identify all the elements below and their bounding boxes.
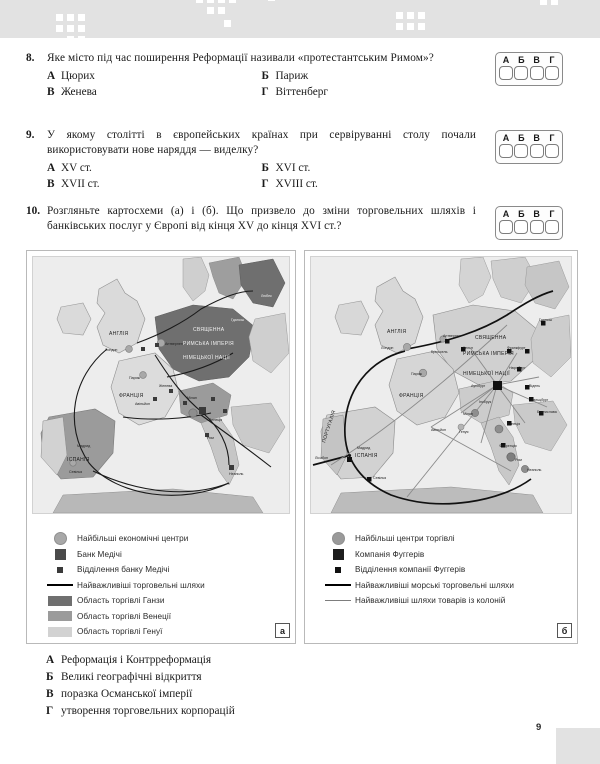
svg-text:Венеція: Венеція <box>209 418 223 422</box>
answer-letter-v: В <box>533 209 540 219</box>
option-text: XV ст. <box>61 162 92 175</box>
option-text: Великі географічні відкриття <box>61 671 202 684</box>
legend-row <box>321 547 567 563</box>
legend-row <box>43 547 285 563</box>
question-10-options <box>46 652 446 721</box>
question-8-text: Яке місто під час поширення Реформації називали «протестантським Римом»? <box>47 52 434 64</box>
option-letter: Б <box>46 671 54 684</box>
answer-cell-g[interactable] <box>545 220 559 234</box>
question-9-option-a[interactable] <box>47 160 262 176</box>
svg-text:Рим: Рим <box>207 436 214 440</box>
question-9-heading <box>26 128 476 158</box>
map-a-graphic <box>33 257 289 513</box>
answer-box-question-9[interactable] <box>495 130 563 164</box>
map-figure-b <box>310 256 572 514</box>
legend-label: Найбільші економічні центри <box>77 534 189 544</box>
option-text: Віттенберг <box>275 86 329 99</box>
legend-square-small-icon <box>321 567 355 573</box>
svg-text:Мадрид: Мадрид <box>77 444 91 448</box>
legend-row <box>43 531 285 547</box>
option-text: XVII ст. <box>61 178 100 191</box>
question-9-options <box>47 160 476 192</box>
legend-swatch-venice-icon <box>43 611 77 621</box>
legend-row <box>321 578 567 594</box>
svg-text:ІСПАНІЯ: ІСПАНІЯ <box>67 457 90 463</box>
legend-row <box>43 593 285 609</box>
answer-letter-g: Г <box>549 133 555 143</box>
question-8-option-v[interactable] <box>47 84 262 100</box>
question-10 <box>26 204 476 234</box>
answer-letter-g: Г <box>549 209 555 219</box>
svg-text:Париж: Париж <box>411 372 422 376</box>
question-9-text: У якому столітті в європейських країнах при сервіруванні столу почали використовувати нове наряддя — виделку? <box>47 129 476 157</box>
answer-box-letters <box>499 55 559 66</box>
legend-square-small-icon <box>43 567 77 573</box>
svg-text:Неаполь: Неаполь <box>527 468 542 472</box>
option-letter: Б <box>261 70 269 83</box>
answer-box-cells <box>499 66 559 80</box>
option-letter: В <box>46 688 54 701</box>
answer-box-letters <box>499 133 559 144</box>
answer-cell-b[interactable] <box>514 220 528 234</box>
svg-text:Неаполь: Неаполь <box>229 472 244 476</box>
answer-letter-a: А <box>502 55 510 65</box>
page-number: 9 <box>536 722 542 733</box>
svg-text:Париж: Париж <box>129 376 140 380</box>
option-text: утворення торговельних корпорацій <box>61 705 235 718</box>
answer-letter-a: А <box>502 133 510 143</box>
svg-text:Брюссель: Брюссель <box>431 350 448 354</box>
map-panel-a <box>26 250 296 644</box>
svg-text:Антверпен: Антверпен <box>443 334 461 338</box>
map-b-graphic <box>311 257 571 513</box>
svg-text:СВЯЩЕННА: СВЯЩЕННА <box>193 327 225 333</box>
option-letter: А <box>47 162 56 175</box>
question-8-heading <box>26 51 476 66</box>
svg-text:РИМСЬКА ІМПЕРІЯ: РИМСЬКА ІМПЕРІЯ <box>183 341 234 347</box>
question-10-option-g[interactable] <box>46 703 446 720</box>
svg-text:Венеція: Венеція <box>507 422 521 426</box>
svg-text:РИМСЬКА ІМПЕРІЯ: РИМСЬКА ІМПЕРІЯ <box>463 351 514 357</box>
svg-text:Любек: Любек <box>261 294 272 298</box>
svg-text:Севілья: Севілья <box>373 476 387 480</box>
answer-box-question-8[interactable] <box>495 52 563 86</box>
corner-decoration <box>556 728 600 764</box>
answer-cell-v[interactable] <box>530 144 544 158</box>
legend-row <box>321 531 567 547</box>
question-10-option-v[interactable] <box>46 686 446 703</box>
legend-line-icon <box>321 584 355 586</box>
answer-letter-b: Б <box>518 133 525 143</box>
legend-thin-line-icon <box>321 600 355 601</box>
svg-text:ФРАНЦІЯ: ФРАНЦІЯ <box>399 393 424 399</box>
question-10-option-b[interactable] <box>46 669 446 686</box>
option-letter: Г <box>46 705 54 718</box>
answer-box-letters <box>499 209 559 220</box>
map-panel-b <box>304 250 578 644</box>
svg-text:Франкфурт: Франкфурт <box>507 346 526 350</box>
question-8-number: 8. <box>26 52 35 64</box>
legend-circle-icon <box>321 532 355 545</box>
svg-text:ФРАНЦІЯ: ФРАНЦІЯ <box>119 393 144 399</box>
question-8-options <box>47 68 476 100</box>
answer-letter-g: Г <box>549 55 555 65</box>
legend-row <box>43 578 285 594</box>
svg-text:Лондон: Лондон <box>105 348 118 352</box>
svg-text:Братислава: Братислава <box>537 410 557 414</box>
question-8 <box>26 51 476 100</box>
legend-label: Область торгівлі Генуї <box>77 627 163 637</box>
question-10-heading <box>26 204 476 234</box>
answer-cell-b[interactable] <box>514 66 528 80</box>
option-letter: А <box>46 654 55 666</box>
legend-square-large-icon <box>321 549 355 560</box>
svg-text:Інсбрук: Інсбрук <box>479 400 492 404</box>
answer-box-cells <box>499 144 559 158</box>
svg-text:Мадрид: Мадрид <box>357 446 371 450</box>
answer-letter-v: В <box>533 133 540 143</box>
option-letter: Г <box>261 178 269 191</box>
map-a-tag: а <box>275 623 290 638</box>
legend-swatch-hansa-icon <box>43 596 77 606</box>
svg-text:Флоренція: Флоренція <box>499 444 517 448</box>
decorative-header-band <box>0 0 600 38</box>
svg-text:НІМЕЦЬКОЇ НАЦІЇ: НІМЕЦЬКОЇ НАЦІЇ <box>463 371 510 377</box>
question-9-option-b[interactable] <box>262 160 477 176</box>
svg-text:ПОРТУГАЛІЯ: ПОРТУГАЛІЯ <box>321 409 338 444</box>
answer-cell-v[interactable] <box>530 220 544 234</box>
map-b-legend <box>305 523 577 643</box>
question-9-number: 9. <box>26 129 35 141</box>
question-9-option-g[interactable] <box>262 176 477 192</box>
question-10-number: 10. <box>26 205 41 217</box>
question-9 <box>26 128 476 192</box>
legend-row <box>321 562 567 578</box>
question-8-option-a[interactable] <box>47 68 262 84</box>
answer-letter-a: А <box>502 209 510 219</box>
legend-line-icon <box>43 584 77 586</box>
svg-text:Гданськ: Гданськ <box>231 318 245 322</box>
svg-text:Антверпен: Антверпен <box>165 342 183 346</box>
svg-text:Рим: Рим <box>515 458 522 462</box>
svg-text:Севілья: Севілья <box>69 470 83 474</box>
legend-row <box>43 624 285 640</box>
svg-text:Женева: Женева <box>159 384 173 388</box>
option-letter: А <box>47 70 56 83</box>
legend-label: Область торгівлі Венеції <box>77 611 172 621</box>
legend-label: Найважливіші морські торговельні шляхи <box>355 580 514 590</box>
legend-label: Найважливіші шляхи товарів із колоній <box>355 596 506 606</box>
svg-text:Мілан: Мілан <box>463 412 473 416</box>
answer-cell-v[interactable] <box>530 66 544 80</box>
legend-label: Відділення компанії Фуггерів <box>355 565 466 575</box>
svg-text:Авіньйон: Авіньйон <box>431 428 446 432</box>
legend-row <box>321 593 567 609</box>
answer-cell-a[interactable] <box>499 66 513 80</box>
svg-text:Лісабон: Лісабон <box>315 456 328 460</box>
option-text: Реформація і Контрреформація <box>61 654 212 666</box>
legend-label: Банк Медічі <box>77 549 122 559</box>
legend-swatch-genoa-icon <box>43 627 77 637</box>
option-text: XVI ст. <box>275 162 311 175</box>
question-8-option-b[interactable] <box>262 68 477 84</box>
option-text: Париж <box>275 70 309 83</box>
legend-circle-icon <box>43 532 77 545</box>
svg-text:Авіньйон: Авіньйон <box>135 402 150 406</box>
legend-label: Область торгівлі Ганзи <box>77 596 165 606</box>
svg-text:Аугсбург: Аугсбург <box>471 384 486 388</box>
svg-text:АНГЛІЯ: АНГЛІЯ <box>387 329 407 335</box>
svg-text:Нюрнберг: Нюрнберг <box>509 366 526 370</box>
answer-cell-a[interactable] <box>499 144 513 158</box>
svg-text:ІСПАНІЯ: ІСПАНІЯ <box>355 453 378 459</box>
answer-letter-b: Б <box>518 55 525 65</box>
legend-square-large-icon <box>43 549 77 560</box>
answer-cell-a[interactable] <box>499 220 513 234</box>
svg-text:Відень: Відень <box>529 384 541 388</box>
svg-text:Лондон: Лондон <box>381 346 394 350</box>
svg-text:Гданськ: Гданськ <box>539 318 553 322</box>
question-10-text: Розгляньте картосхеми (а) і (б). Що призвело до зміни торговельних шляхів і банківських послуг у Європі від кінця XV до кінця XVI ст.? <box>47 205 476 233</box>
svg-text:Кельн: Кельн <box>463 346 473 350</box>
legend-row <box>43 562 285 578</box>
option-text: Цюрих <box>61 70 95 83</box>
page-content <box>0 38 600 764</box>
question-10-option-a[interactable] <box>46 652 446 669</box>
answer-letter-v: В <box>533 55 540 65</box>
legend-label: Компанія Фуггерів <box>355 549 425 559</box>
option-letter: Г <box>261 86 269 99</box>
question-8-option-g[interactable] <box>262 84 477 100</box>
svg-text:Зальцбург: Зальцбург <box>531 398 549 402</box>
svg-text:НІМЕЦЬКОЇ НАЦІЇ: НІМЕЦЬКОЇ НАЦІЇ <box>183 355 230 361</box>
map-a-legend <box>27 523 295 643</box>
answer-letter-b: Б <box>518 209 525 219</box>
map-figure-a <box>32 256 290 514</box>
answer-cell-b[interactable] <box>514 144 528 158</box>
svg-text:АНГЛІЯ: АНГЛІЯ <box>109 331 129 337</box>
svg-text:Мілан: Мілан <box>187 396 197 400</box>
option-text: XVIII ст. <box>275 178 318 191</box>
answer-box-cells <box>499 220 559 234</box>
legend-row <box>43 609 285 625</box>
option-letter: Б <box>261 162 269 175</box>
option-letter: В <box>47 86 55 99</box>
option-text: поразка Османської імперії <box>61 688 193 701</box>
legend-label: Найважливіші торговельні шляхи <box>77 580 205 590</box>
legend-label: Найбільші центри торгівлі <box>355 534 455 544</box>
option-letter: В <box>47 178 55 191</box>
svg-text:Генуя: Генуя <box>459 430 469 434</box>
map-b-tag: б <box>557 623 572 638</box>
answer-cell-g[interactable] <box>545 144 559 158</box>
svg-text:СВЯЩЕННА: СВЯЩЕННА <box>475 335 507 341</box>
option-text: Женева <box>61 86 97 99</box>
question-9-option-v[interactable] <box>47 176 262 192</box>
answer-cell-g[interactable] <box>545 66 559 80</box>
answer-box-question-10[interactable] <box>495 206 563 240</box>
legend-label: Відділення банку Медічі <box>77 565 170 575</box>
